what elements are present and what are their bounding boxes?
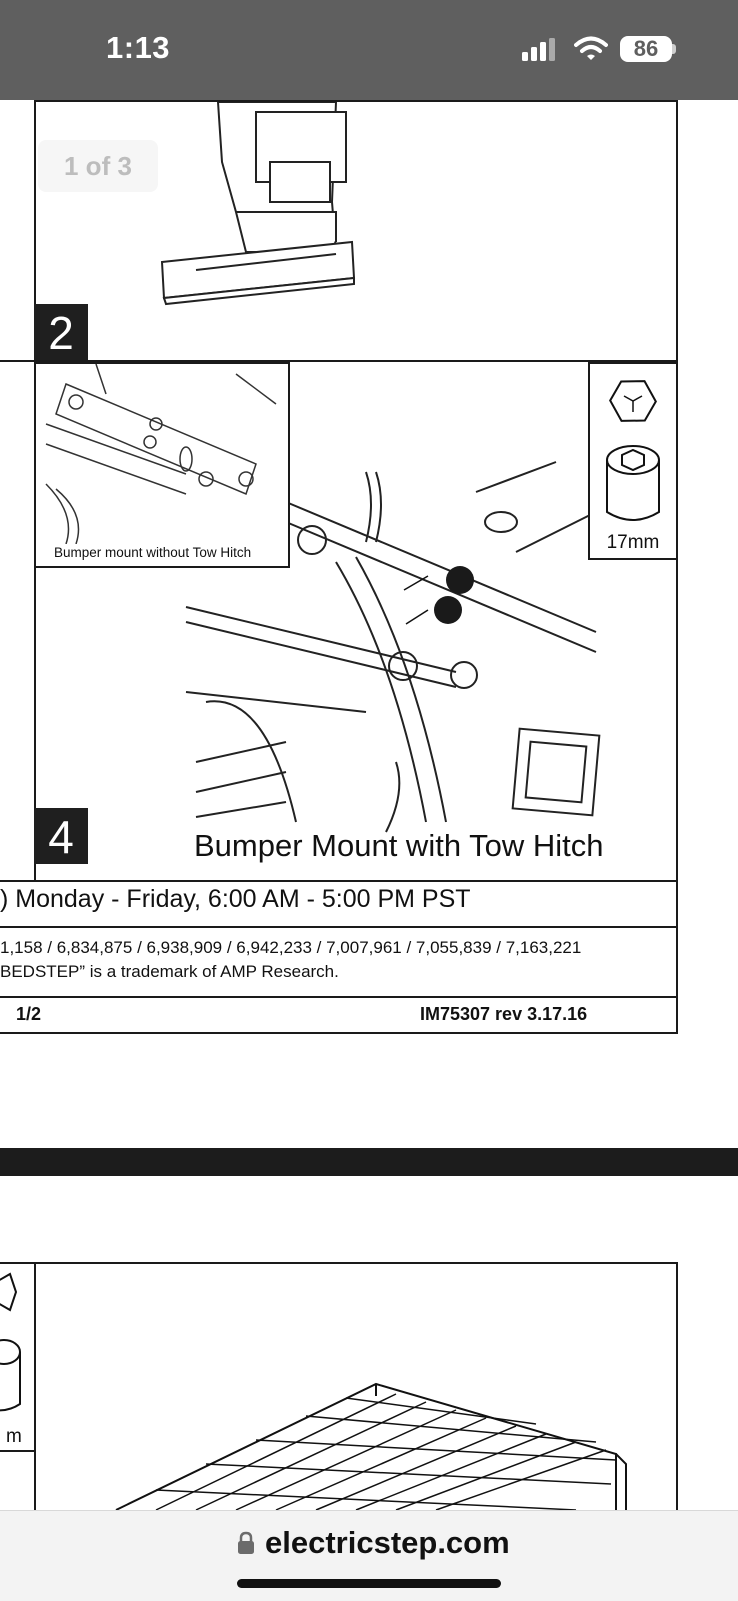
next-page-tool-callout bbox=[0, 1262, 36, 1452]
inset-illustration bbox=[34, 362, 290, 568]
hours-row-bottom bbox=[0, 926, 678, 928]
hours-row-top bbox=[0, 880, 678, 882]
socket-icon bbox=[0, 1334, 34, 1414]
socket-size: 17mm bbox=[606, 532, 660, 553]
section-title: Bumper Mount with Tow Hitch bbox=[194, 828, 604, 863]
wifi-icon bbox=[574, 36, 608, 62]
legal-row-bottom bbox=[0, 996, 678, 998]
document-id: IM75307 rev 3.17.16 bbox=[420, 1004, 588, 1024]
step-grate-illustration bbox=[36, 1264, 676, 1520]
battery-nub bbox=[672, 44, 676, 54]
divider-left-step2 bbox=[0, 360, 36, 362]
status-time: 1:13 bbox=[106, 30, 171, 65]
patent-numbers: 1,158 / 6,834,875 / 6,938,909 / 6,942,233 / 7,007,961 / 7,055,839 / 7,163,221 bbox=[0, 938, 582, 957]
hex-bolt-icon bbox=[590, 372, 676, 432]
status-bar bbox=[0, 0, 738, 100]
hex-bolt-icon bbox=[0, 1272, 34, 1322]
next-page-socket-size: m bbox=[6, 1426, 22, 1447]
step-2-panel bbox=[34, 100, 678, 362]
lock-icon bbox=[236, 1531, 256, 1555]
page-bottom-edge bbox=[0, 1032, 678, 1034]
next-page-panel bbox=[34, 1262, 678, 1522]
url-text[interactable]: electricstep.com bbox=[265, 1525, 510, 1560]
signal-icon bbox=[522, 38, 556, 62]
pdf-page-separator bbox=[0, 1148, 738, 1176]
home-indicator[interactable] bbox=[237, 1579, 501, 1588]
next-page-left-divider bbox=[0, 1450, 36, 1452]
page-right-edge bbox=[676, 880, 678, 1034]
tool-callout bbox=[588, 362, 678, 560]
socket-icon bbox=[590, 442, 676, 532]
inset-caption: Bumper mount without Tow Hitch bbox=[54, 545, 252, 560]
step-2-badge: 2 bbox=[34, 304, 88, 360]
pdf-page-indicator: 1 of 3 bbox=[38, 140, 158, 192]
step-4-badge: 4 bbox=[34, 808, 88, 864]
page-number: 1/2 bbox=[16, 1004, 42, 1024]
inset-drawing bbox=[36, 364, 288, 544]
battery-icon: 86 bbox=[620, 36, 672, 62]
browser-url-bar[interactable] bbox=[0, 1510, 738, 1601]
trademark-notice: BEDSTEP” is a trademark of AMP Research. bbox=[0, 962, 339, 981]
support-hours: ) Monday - Friday, 6:00 AM - 5:00 PM PST bbox=[0, 885, 471, 913]
